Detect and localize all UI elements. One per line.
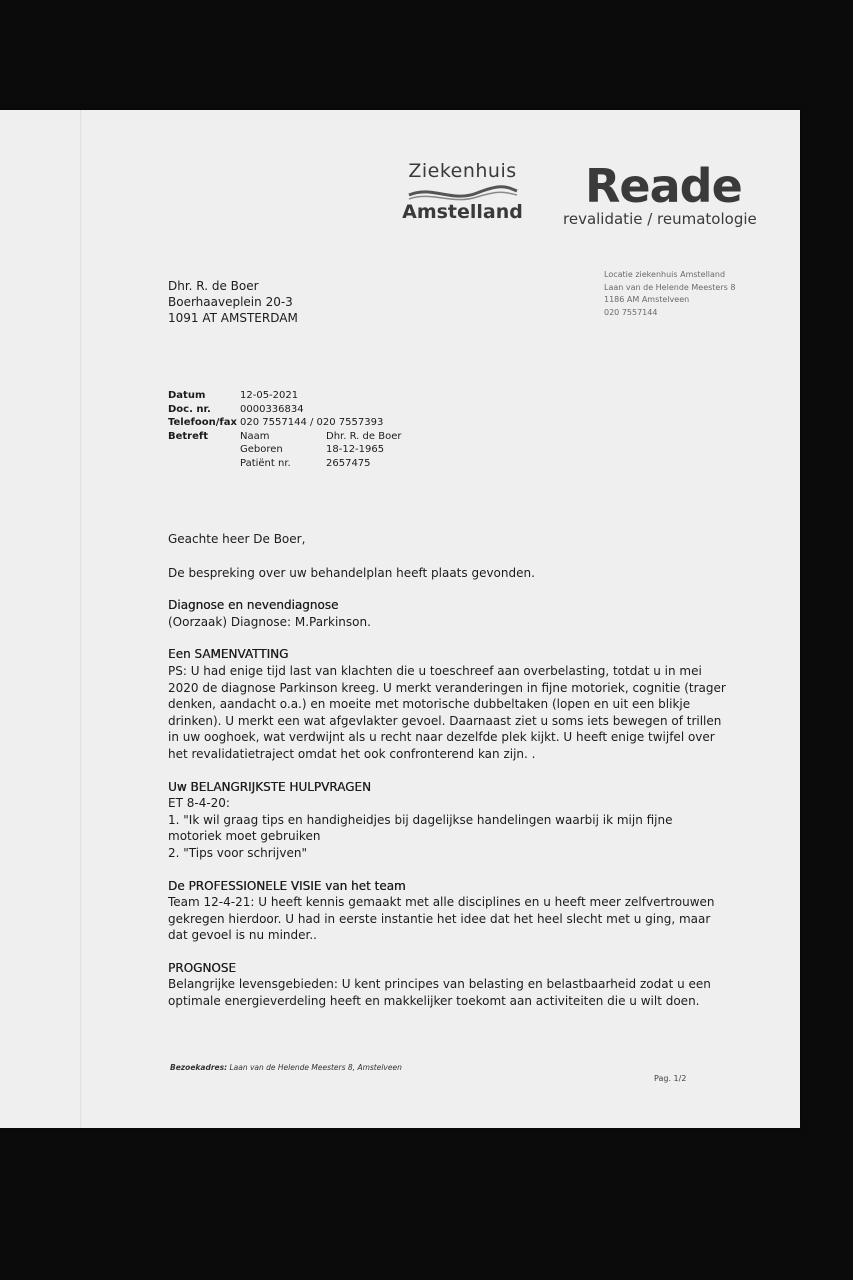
betreft-value: 2657475 — [326, 457, 371, 469]
betreft-key: Patiënt nr. — [240, 457, 291, 469]
section-text: PS: U had enige tijd last van klachten die u toeschreef aan overbelasting, totdat u in mei 2020 de diagnose Parkinson kreeg. U merkt veranderingen in fijne motoriek, cognitie (trager denken, aandacht o.a.) en moeite met motorische dubbeltaken (lopen en uit een blikje drinken). U merkt een wat afgevlakter gevoel. Daarnaast ziet u soms iets bewegen of trillen in uw ooghoek, wat verdwijnt als u recht naar dezelfde plek kijkt. U heeft enige twijfel over het revalidatietraject omdat het ook confronterend kan zijn. . — [168, 663, 726, 761]
logo-line-2: Amstelland — [402, 201, 523, 223]
hulpvraag-line: ET 8-4-20: — [168, 796, 230, 811]
section-title: De PROFESSIONELE VISIE van het team — [168, 878, 406, 893]
section-visie — [168, 878, 728, 944]
ziekenhuis-amstelland-logo — [400, 160, 525, 223]
reade-subtitle: revalidatie / reumatologie — [563, 210, 757, 228]
section-diagnose — [168, 597, 728, 630]
reade-logo — [563, 158, 757, 228]
betreft-key: Naam — [240, 430, 270, 442]
visit-address-label: Bezoekadres: — [170, 1063, 228, 1072]
section-samenvatting — [168, 646, 728, 762]
meta-row-tel — [168, 416, 401, 430]
meta-label: Datum — [168, 390, 206, 401]
visit-address-text: Laan van de Helende Meesters 8, Amstelveen — [227, 1063, 402, 1072]
page-number: Pag. 1/2 — [654, 1074, 687, 1083]
letter-body — [168, 531, 728, 1026]
meta-value: 0000336834 — [240, 403, 304, 415]
betreft-key: Geboren — [240, 444, 283, 455]
meta-row-doc — [168, 403, 401, 417]
betreft-row — [240, 457, 401, 471]
greeting: Geachte heer De Boer, — [168, 532, 306, 546]
meta-label: Telefoon/fax — [168, 417, 237, 428]
meta-row-betreft — [168, 430, 401, 471]
meta-value: 020 7557144 / 020 7557393 — [240, 417, 384, 428]
location-line: 020 7557144 — [604, 307, 658, 317]
meta-block — [168, 389, 401, 470]
betreft-list — [240, 430, 401, 471]
meta-row-datum — [168, 389, 401, 403]
location-block — [604, 269, 735, 319]
betreft-row — [240, 430, 401, 444]
section-prognose — [168, 960, 728, 1010]
section-text: Team 12-4-21: U heeft kennis gemaakt met alle disciplines en u heeft meer zelfvertrouwen gekregen hierdoor. U had in eerste instantie het idee dat het heel slecht met u ging, maar dat gevoel is nu minder.. — [168, 895, 715, 943]
intro-text: De bespreking over uw behandelplan heeft plaats gevonden. — [168, 565, 535, 580]
recipient-line: 1091 AT AMSTERDAM — [168, 311, 298, 325]
meta-label: Betreft — [168, 430, 209, 442]
recipient-line: Dhr. R. de Boer — [168, 279, 259, 293]
section-title: Een SAMENVATTING — [168, 647, 289, 662]
hulpvraag-line: 1. "Ik wil graag tips en handigheidjes bij dagelijkse handelingen waarbij ik mijn fijne motoriek moet gebruiken — [168, 812, 673, 844]
betreft-value: Dhr. R. de Boer — [326, 430, 402, 442]
visit-address — [170, 1063, 402, 1072]
location-line: 1186 AM Amstelveen — [604, 295, 690, 304]
hulpvraag-line: 2. "Tips voor schrijven" — [168, 845, 307, 860]
location-line: Locatie ziekenhuis Amstelland — [604, 270, 726, 279]
section-title: PROGNOSE — [168, 960, 236, 975]
recipient-address — [168, 278, 298, 326]
betreft-value: 18-12-1965 — [326, 444, 385, 455]
section-title: Uw BELANGRIJKSTE HULPVRAGEN — [168, 779, 371, 794]
section-hulpvragen — [168, 779, 728, 862]
meta-value: 12-05-2021 — [240, 390, 299, 401]
section-title: Diagnose en nevendiagnose — [168, 598, 339, 613]
logo-line-1: Ziekenhuis — [408, 160, 517, 182]
betreft-row — [240, 443, 401, 457]
reade-name: Reade — [585, 159, 742, 213]
wave-icon — [407, 183, 519, 203]
meta-label: Doc. nr. — [168, 403, 211, 415]
section-text: Belangrijke levensgebieden: U kent principes van belasting en belastbaarheid zodat u een optimale energieverdeling heeft en makkelijker toekomt aan activiteiten die u wilt doen. — [168, 977, 711, 1009]
recipient-line: Boerhaaveplein 20-3 — [168, 295, 293, 309]
section-text: (Oorzaak) Diagnose: M.Parkinson. — [168, 614, 371, 629]
location-line: Laan van de Helende Meesters 8 — [604, 282, 736, 292]
paper-fold — [80, 110, 82, 1128]
